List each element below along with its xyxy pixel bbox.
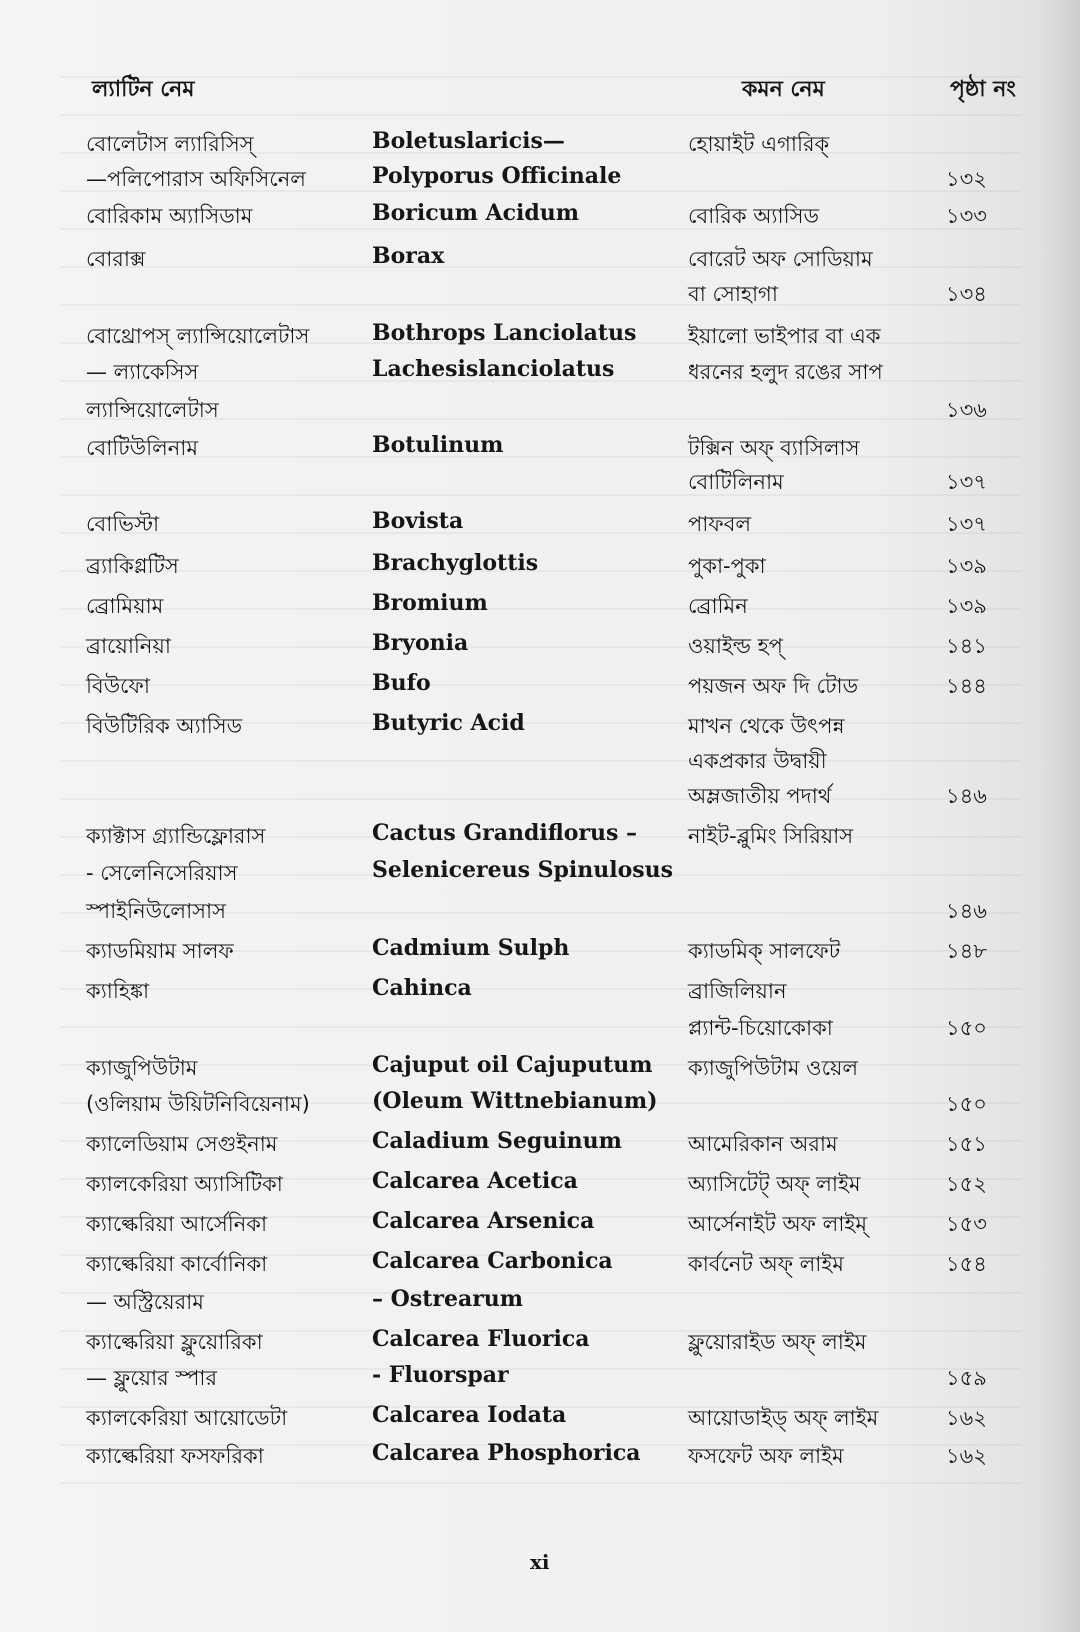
bengali-name: ক্যাল্কেরিয়া আর্সেনিকা — [86, 1212, 268, 1236]
common-name: টক্সিন অফ্ ব্যাসিলাস — [688, 436, 860, 460]
common-name: ইয়ালো ভাইপার বা এক — [688, 324, 881, 348]
common-name: নাইট-ব্লুমিং সিরিয়াস — [688, 824, 854, 848]
latin-name: Botulinum — [372, 432, 504, 458]
latin-name: Cactus Grandiflorus – — [372, 820, 638, 846]
common-name: বোরেট অফ সোডিয়াম — [688, 247, 873, 271]
page-number: ১৩৯ — [946, 554, 987, 578]
bengali-name: ব্র্যাকিগ্লটিস — [86, 554, 179, 578]
latin-name: Bryonia — [372, 630, 469, 656]
latin-name: Cadmium Sulph — [372, 935, 570, 961]
common-name: ক্যাডমিক্ সালফেট — [688, 939, 841, 963]
latin-name: Bothrops Lanciolatus — [372, 320, 637, 346]
page-number: ১৩৭ — [946, 470, 987, 494]
page-number: ১৫০ — [946, 1092, 987, 1116]
page-number: ১৪৬ — [946, 784, 987, 808]
latin-name: Boletuslaricis— — [372, 128, 565, 154]
page-number: ১৪৬ — [946, 899, 987, 923]
bengali-name: —পলিপোরাস অফিসিনেল — [86, 167, 306, 191]
bengali-name: — ফ্লুয়োর স্পার — [86, 1366, 218, 1390]
bengali-name: বোথ্রোপস্ ল্যান্সিয়োলেটাস — [86, 324, 310, 348]
bengali-name: ব্রায়োনিয়া — [86, 634, 171, 658]
common-name: ধরনের হলুদ রঙের সাপ — [688, 360, 883, 384]
bengali-name: বোরিকাম অ্যাসিডাম — [86, 204, 253, 228]
bengali-name: - সেলেনিসেরিয়াস — [86, 861, 238, 885]
latin-name: Caladium Seguinum — [372, 1128, 622, 1154]
page-number: ১৩৩ — [946, 204, 987, 228]
page-number: ১৬২ — [946, 1444, 987, 1468]
bengali-name: ল্যান্সিয়োলেটাস — [86, 398, 219, 422]
common-name: ফ্লুয়োরাইড অফ্ লাইম — [688, 1330, 867, 1354]
common-name: কার্বনেট অফ্ লাইম — [688, 1252, 844, 1276]
latin-name: - Fluorspar — [372, 1362, 509, 1388]
bengali-name: ক্যাহিঙ্কা — [86, 979, 150, 1003]
latin-name: Lachesislanciolatus — [372, 356, 615, 382]
latin-name: Calcarea Carbonica — [372, 1248, 613, 1274]
common-name: প্ল্যান্ট-চিয়োকোকা — [688, 1016, 833, 1040]
header-latin-name: ল্যাটিন নেম — [92, 77, 195, 102]
page-number: ১৩৬ — [946, 398, 987, 422]
page-number: ১৩২ — [946, 167, 987, 191]
bengali-name: — অস্ট্রিয়েরাম — [86, 1290, 204, 1314]
page-number: ১৪১ — [946, 634, 987, 658]
common-name: একপ্রকার উদ্বায়ী — [688, 749, 827, 773]
common-name: ব্রোমিন — [688, 594, 748, 618]
common-name: পুকা-পুকা — [688, 554, 766, 578]
page-number: ১৪৮ — [946, 939, 987, 963]
bengali-name: বোটিউলিনাম — [86, 436, 199, 460]
common-name: অ্যাসিটেট্ অফ্ লাইম — [688, 1172, 861, 1196]
page-number: ১৫০ — [946, 1016, 987, 1040]
latin-name: Boricum Acidum — [372, 200, 580, 226]
bengali-name: ক্যাল্কেরিয়া ফ্লুয়োরিকা — [86, 1330, 263, 1354]
common-name: আমেরিকান অরাম — [688, 1132, 838, 1156]
page-number: ১৫৯ — [946, 1366, 987, 1390]
common-name: ওয়াইল্ড হপ্ — [688, 634, 783, 658]
bengali-name: ক্যাল্কেরিয়া ফসফরিকা — [86, 1444, 264, 1468]
latin-name: Butyric Acid — [372, 710, 525, 736]
common-name: হোয়াইট এগারিক্ — [688, 132, 830, 156]
bengali-name: ব্রোমিয়াম — [86, 594, 164, 618]
latin-name: Selenicereus Spinulosus — [372, 857, 674, 883]
latin-name: Cajuput oil Cajuputum — [372, 1052, 653, 1078]
bengali-name: বোরাক্স — [86, 247, 146, 271]
latin-name: (Oleum Wittnebianum) — [372, 1088, 658, 1114]
bengali-name: ক্যালেডিয়াম সেগুইনাম — [86, 1132, 278, 1156]
bengali-name: ক্যাক্টাস গ্র্যান্ডিফ্লোরাস — [86, 824, 266, 848]
bengali-name: বোলেটাস ল্যারিসিস্ — [86, 132, 254, 156]
page-number: ১৩৪ — [946, 282, 987, 306]
bengali-name: ক্যালকেরিয়া আয়োডেটা — [86, 1406, 288, 1430]
page-number: ১৫১ — [946, 1132, 987, 1156]
header-page-no: পৃষ্ঠা নং — [950, 77, 1016, 102]
latin-name: Calcarea Phosphorica — [372, 1440, 641, 1466]
common-name: ক্যাজুপিউটাম ওয়েল — [688, 1056, 859, 1080]
page-number: ১৪৪ — [946, 674, 987, 698]
page-number: ১৩৯ — [946, 594, 987, 618]
common-name: বোটিলিনাম — [688, 470, 784, 494]
common-name: আর্সেনাইট অফ লাইম্ — [688, 1212, 868, 1236]
bengali-name: স্পাইনিউলোসাস — [86, 899, 227, 923]
bengali-name: ক্যাল্কেরিয়া কার্বোনিকা — [86, 1252, 268, 1276]
latin-name: Polyporus Officinale — [372, 163, 622, 189]
latin-name: Calcarea Fluorica — [372, 1326, 590, 1352]
bengali-name: বিউটিরিক অ্যাসিড — [86, 714, 243, 738]
bengali-name: — ল্যাকেসিস — [86, 360, 199, 384]
bengali-name: ক্যাজুপিউটাম — [86, 1056, 198, 1080]
common-name: অম্লজাতীয় পদার্থ — [688, 784, 832, 808]
common-name: ব্রাজিলিয়ান — [688, 979, 787, 1003]
page-number: ১৬২ — [946, 1406, 987, 1430]
common-name: বা সোহাগা — [688, 282, 778, 306]
common-name: পাফবল — [688, 512, 752, 536]
latin-name: Calcarea Iodata — [372, 1402, 567, 1428]
bengali-name: বিউফো — [86, 674, 150, 698]
page-number: ১৩৭ — [946, 512, 987, 536]
common-name: পয়জন অফ দি টোড — [688, 674, 859, 698]
common-name: বোরিক অ্যাসিড — [688, 204, 819, 228]
folio-number: xi — [530, 1550, 550, 1574]
latin-name: Borax — [372, 243, 445, 269]
bleed-through-texture — [60, 60, 1020, 1520]
bengali-name: বোভিস্টা — [86, 512, 160, 536]
latin-name: Calcarea Arsenica — [372, 1208, 595, 1234]
latin-name: Bromium — [372, 590, 488, 616]
page-number: ১৫৪ — [946, 1252, 987, 1276]
latin-name: Bovista — [372, 508, 464, 534]
latin-name: Calcarea Acetica — [372, 1168, 578, 1194]
bengali-name: ক্যালকেরিয়া অ্যাসিটিকা — [86, 1172, 283, 1196]
page-number: ১৫২ — [946, 1172, 987, 1196]
latin-name: Bufo — [372, 670, 431, 696]
common-name: মাখন থেকে উৎপন্ন — [688, 714, 845, 738]
common-name: ফসফেট অফ লাইম — [688, 1444, 844, 1468]
latin-name: Brachyglottis — [372, 550, 539, 576]
latin-name: Cahinca — [372, 975, 472, 1001]
latin-name: – Ostrearum — [372, 1286, 524, 1312]
bengali-name: ক্যাডমিয়াম সালফ — [86, 939, 234, 963]
header-common-name: কমন নেম — [742, 77, 825, 102]
page-number: ১৫৩ — [946, 1212, 987, 1236]
common-name: আয়োডাইড্ অফ্ লাইম — [688, 1406, 879, 1430]
bengali-name: (ওলিয়াম উয়িটনিবিয়েনাম) — [86, 1092, 310, 1116]
